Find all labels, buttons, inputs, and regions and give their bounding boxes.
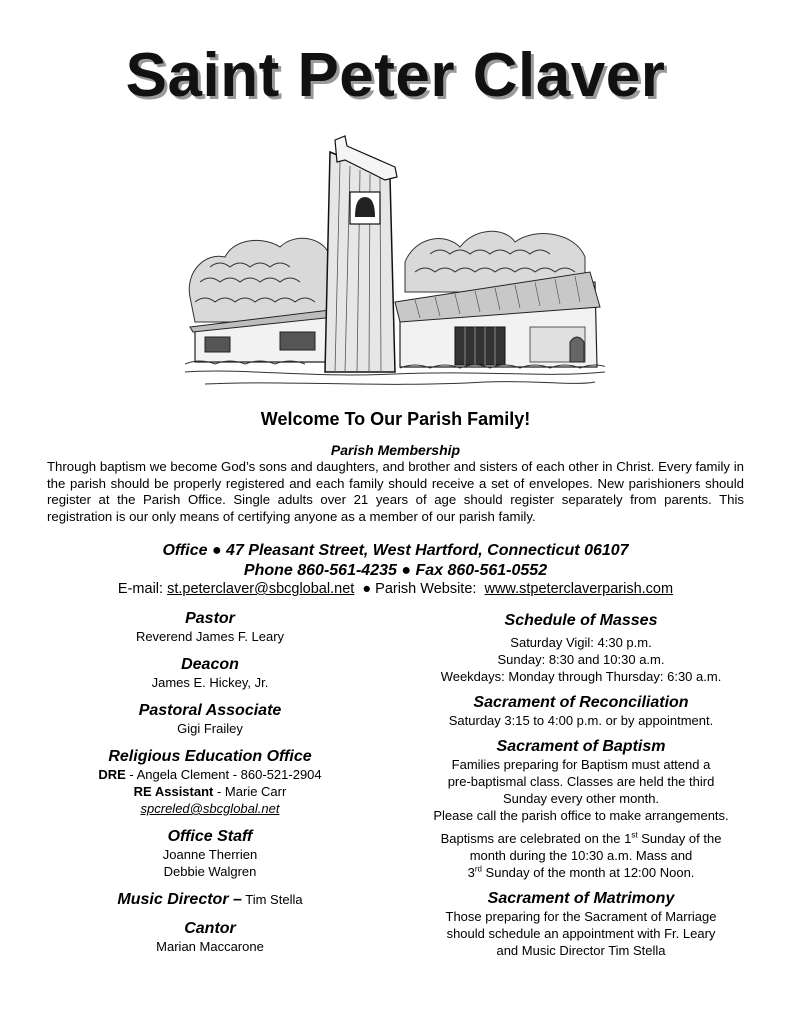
matrimony-text: Those preparing for the Sacrament of Marriage	[445, 909, 717, 924]
baptism-schedule-text: Baptisms are celebrated on the 1	[440, 831, 632, 846]
staff-member: Joanne Therrien	[162, 847, 258, 862]
mass-time: Weekdays: Monday through Thursday: 6:30 a.m.	[440, 669, 722, 684]
baptism-text: Families preparing for Baptism must attend a	[451, 757, 711, 772]
staff-column	[60, 609, 360, 955]
re-office-heading: Religious Education Office	[108, 748, 312, 765]
cantor-heading: Cantor	[184, 920, 236, 937]
baptism-text: Sunday every other month.	[502, 791, 660, 806]
church-illustration	[185, 132, 605, 397]
re-assistant-label: RE Assistant	[133, 784, 214, 799]
baptism-text: Please call the parish office to make arrangements.	[433, 808, 729, 823]
re-email-link[interactable]: spcreled@sbcglobal.net	[140, 801, 280, 816]
reconciliation-heading: Sacrament of Reconciliation	[473, 694, 689, 711]
parish-title: Saint Peter Claver	[125, 41, 666, 110]
re-assistant-line	[60, 783, 360, 800]
mass-time: Sunday: 8:30 and 10:30 a.m.	[497, 652, 665, 667]
baptism-heading: Sacrament of Baptism	[496, 738, 666, 755]
office-staff-heading: Office Staff	[167, 828, 253, 845]
dre-line	[60, 766, 360, 783]
website-link[interactable]: www.stpeterclaverparish.com	[484, 581, 674, 597]
associate-heading: Pastoral Associate	[138, 702, 282, 719]
baptism-schedule	[400, 864, 762, 881]
office-address: Office ● 47 Pleasant Street, West Hartford, Connecticut 06107	[162, 542, 629, 559]
welcome-heading: Welcome To Our Parish Family!	[260, 409, 531, 429]
baptism-schedule: month during the 10:30 a.m. Mass and	[469, 848, 693, 863]
matrimony-heading: Sacrament of Matrimony	[487, 890, 675, 907]
pastor-heading: Pastor	[185, 610, 235, 627]
cantor-name: Marian Maccarone	[156, 939, 264, 954]
associate-name: Gigi Frailey	[177, 721, 243, 736]
music-director-name: Tim Stella	[241, 892, 303, 907]
baptism-schedule-text: 3	[467, 865, 475, 880]
ordinal-suffix: rd	[474, 864, 482, 874]
phone-fax: Phone 860-561-4235 ● Fax 860-561-0552	[243, 562, 548, 579]
reconciliation-text: Saturday 3:15 to 4:00 p.m. or by appointment.	[448, 713, 714, 728]
staff-member: Debbie Walgren	[163, 864, 257, 879]
website-label: ● Parish Website:	[362, 581, 477, 597]
email-label: E-mail:	[117, 581, 164, 597]
deacon-name: James E. Hickey, Jr.	[151, 675, 269, 690]
dre-text: - Angela Clement - 860-521-2904	[125, 767, 322, 782]
membership-heading: Parish Membership	[330, 442, 461, 458]
deacon-heading: Deacon	[181, 656, 239, 673]
re-assistant-text: - Marie Carr	[213, 784, 287, 799]
ordinal-suffix: st	[631, 830, 638, 840]
contact-links	[0, 581, 791, 597]
masses-heading: Schedule of Masses	[504, 612, 658, 629]
matrimony-text: should schedule an appointment with Fr. Leary	[446, 926, 716, 941]
email-link[interactable]: st.peterclaver@sbcglobal.net	[167, 581, 355, 597]
dre-label: DRE	[98, 767, 126, 782]
membership-text: Through baptism we become God’s sons and daughters, and brother and sisters of each other in Christ. Every family in the parish should be properly registered and each family should receive a set of envelopes. New parishioners should register at the Parish Office. Single adults over 21 years of age should register separately from parents. This registration is our only means of certifying anyone as a member of our parish family.	[47, 459, 744, 524]
baptism-text: pre-baptismal class. Classes are held the third	[447, 774, 715, 789]
baptism-schedule-text: Sunday of the	[637, 831, 722, 846]
matrimony-text: and Music Director Tim Stella	[496, 943, 666, 958]
mass-time: Saturday Vigil: 4:30 p.m.	[510, 635, 652, 650]
baptism-schedule-text: Sunday of the month at 12:00 Noon.	[481, 865, 695, 880]
pastor-name: Reverend James F. Leary	[135, 629, 285, 644]
music-director-line	[60, 890, 360, 909]
music-director-heading: Music Director –	[117, 891, 242, 908]
baptism-schedule	[400, 830, 762, 847]
sacraments-column	[400, 611, 762, 959]
